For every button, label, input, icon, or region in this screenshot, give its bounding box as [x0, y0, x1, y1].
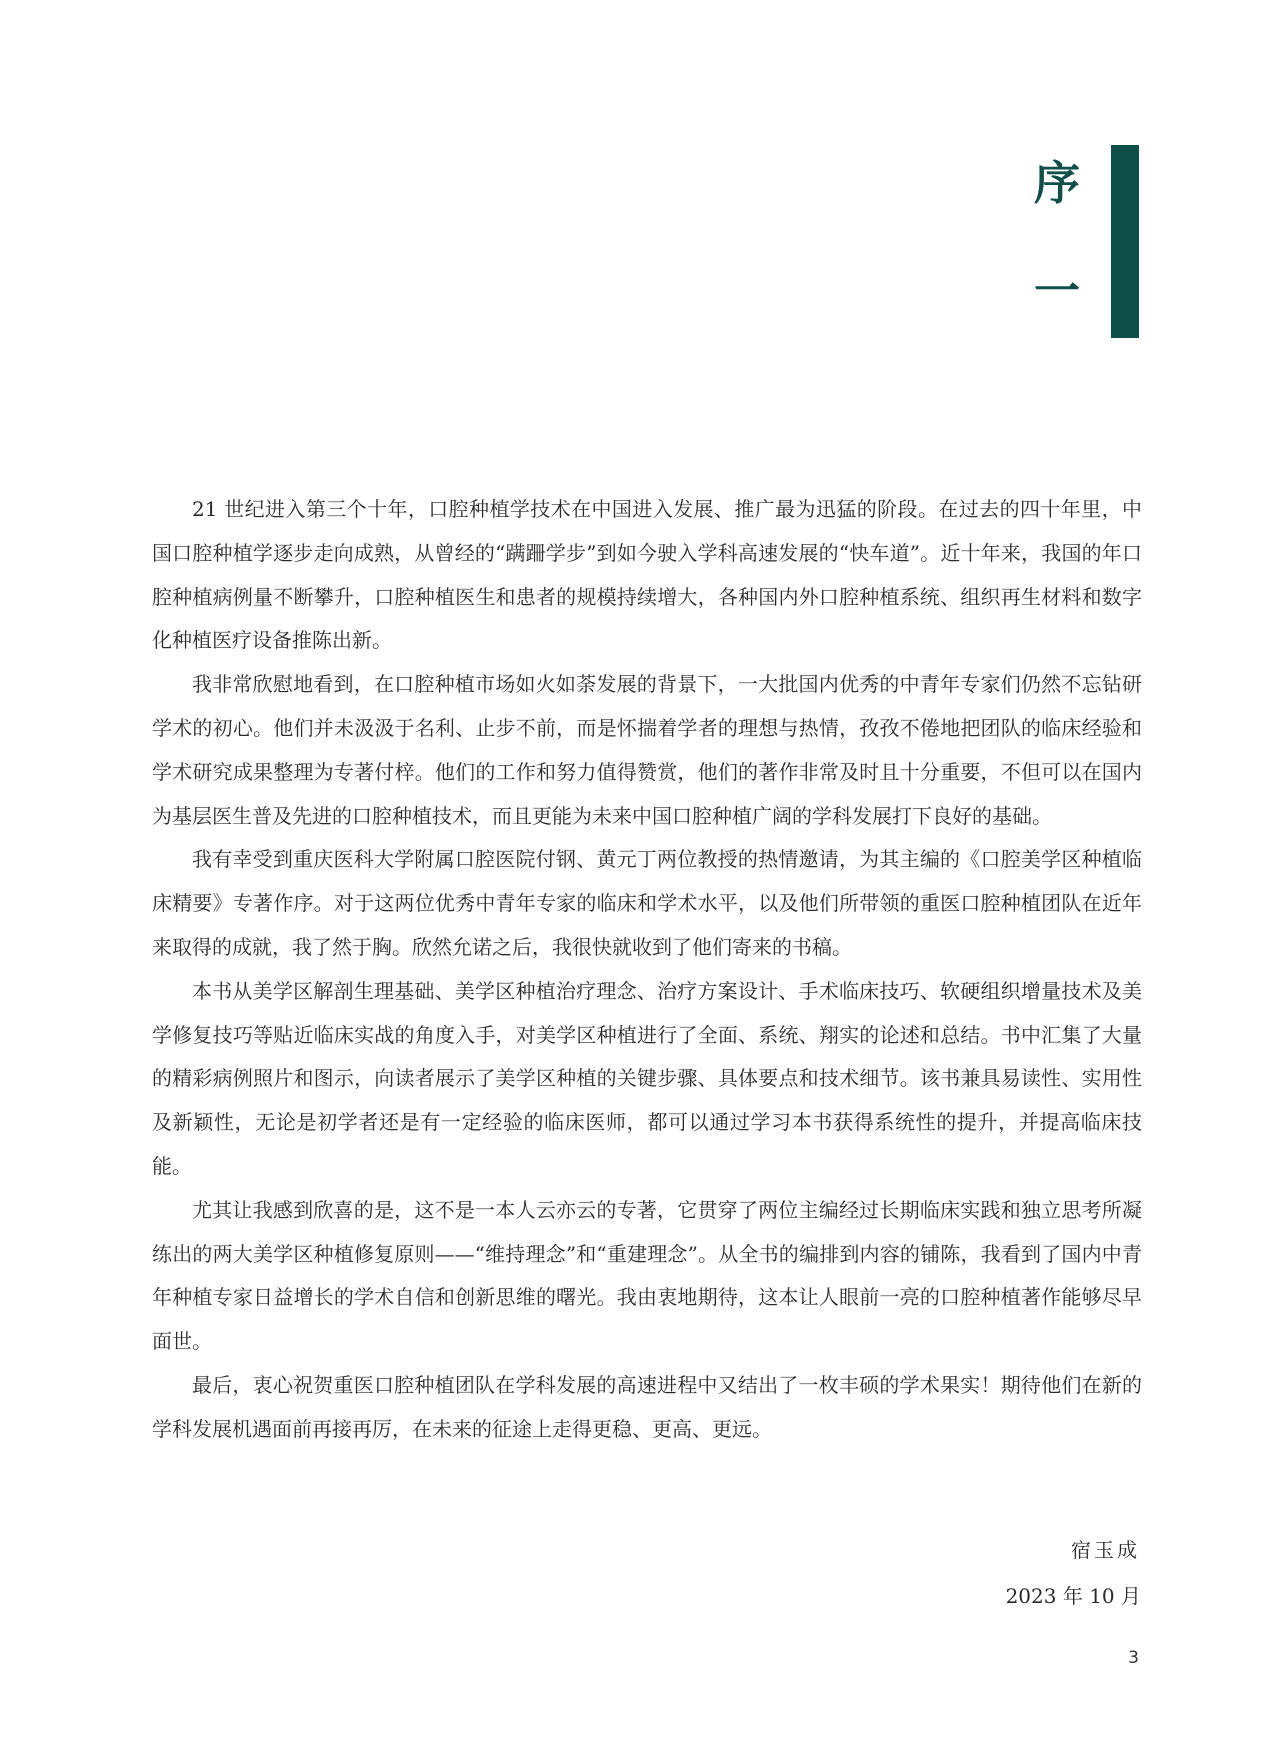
- heading-char-yi: 一: [1034, 264, 1080, 318]
- heading-char-xu: 序: [1034, 156, 1080, 210]
- chapter-heading: [1020, 158, 1110, 318]
- page-number: 3: [1128, 1648, 1139, 1668]
- signature-date: 2023 年 10 月: [1005, 1584, 1141, 1608]
- preface-body: [152, 488, 1142, 1452]
- paragraph: 我有幸受到重庆医科大学附属口腔医院付钢、黄元丁两位教授的热情邀请，为其主编的《口腔美学区种植临床精要》专著作序。对于这两位优秀中青年专家的临床和学术水平，以及他们所带领的重医口腔种植团队在近年来取得的成就，我了然于胸。欣然允诺之后，我很快就收到了他们寄来的书稿。: [152, 847, 1142, 959]
- author-signature: 宿玉成: [1071, 1538, 1140, 1562]
- paragraph: 我非常欣慰地看到，在口腔种植市场如火如荼发展的背景下，一大批国内优秀的中青年专家们仍然不忘钻研学术的初心。他们并未汲汲于名利、止步不前，而是怀揣着学者的理想与热情，孜孜不倦地把团队的临床经验和学术研究成果整理为专著付梓。他们的工作和努力值得赞赏，他们的著作非常及时且十分重要，不但可以在国内为基层医生普及先进的口腔种植技术，而且更能为未来中国口腔种植广阔的学科发展打下良好的基础。: [152, 672, 1142, 828]
- heading-accent-bar: [1111, 145, 1139, 338]
- paragraph: 尤其让我感到欣喜的是，这不是一本人云亦云的专著，它贯穿了两位主编经过长期临床实践和独立思考所凝练出的两大美学区种植修复原则——“维持理念”和“重建理念”。从全书的编排到内容的铺陈，我看到了国内中青年种植专家日益增长的学术自信和创新思维的曙光。我由衷地期待，这本让人眼前一亮的口腔种植著作能够尽早面世。: [152, 1197, 1142, 1354]
- paragraph: 最后，衷心祝贺重医口腔种植团队在学科发展的高速进程中又结出了一枚丰硕的学术果实！期待他们在新的学科发展机遇面前再接再厉，在未来的征途上走得更稳、更高、更远。: [152, 1372, 1142, 1441]
- paragraph: 本书从美学区解剖生理基础、美学区种植治疗理念、治疗方案设计、手术临床技巧、软硬组织增量技术及美学修复技巧等贴近临床实战的角度入手，对美学区种植进行了全面、系统、翔实的论述和总结。书中汇集了大量的精彩病例照片和图示，向读者展示了美学区种植的关键步骤、具体要点和技术细节。该书兼具易读性、实用性及新颖性，无论是初学者还是有一定经验的临床医师，都可以通过学习本书获得系统性的提升，并提高临床技能。: [152, 978, 1142, 1178]
- paragraph: 21 世纪进入第三个十年，口腔种植学技术在中国进入发展、推广最为迅猛的阶段。在过去的四十年里，中国口腔种植学逐步走向成熟，从曾经的“蹒跚学步”到如今驶入学科高速发展的“快车道”。近十年来，我国的年口腔种植病例量不断攀升，口腔种植医生和患者的规模持续增大，各种国内外口腔种植系统、组织再生材料和数字化种植医疗设备推陈出新。: [152, 497, 1142, 653]
